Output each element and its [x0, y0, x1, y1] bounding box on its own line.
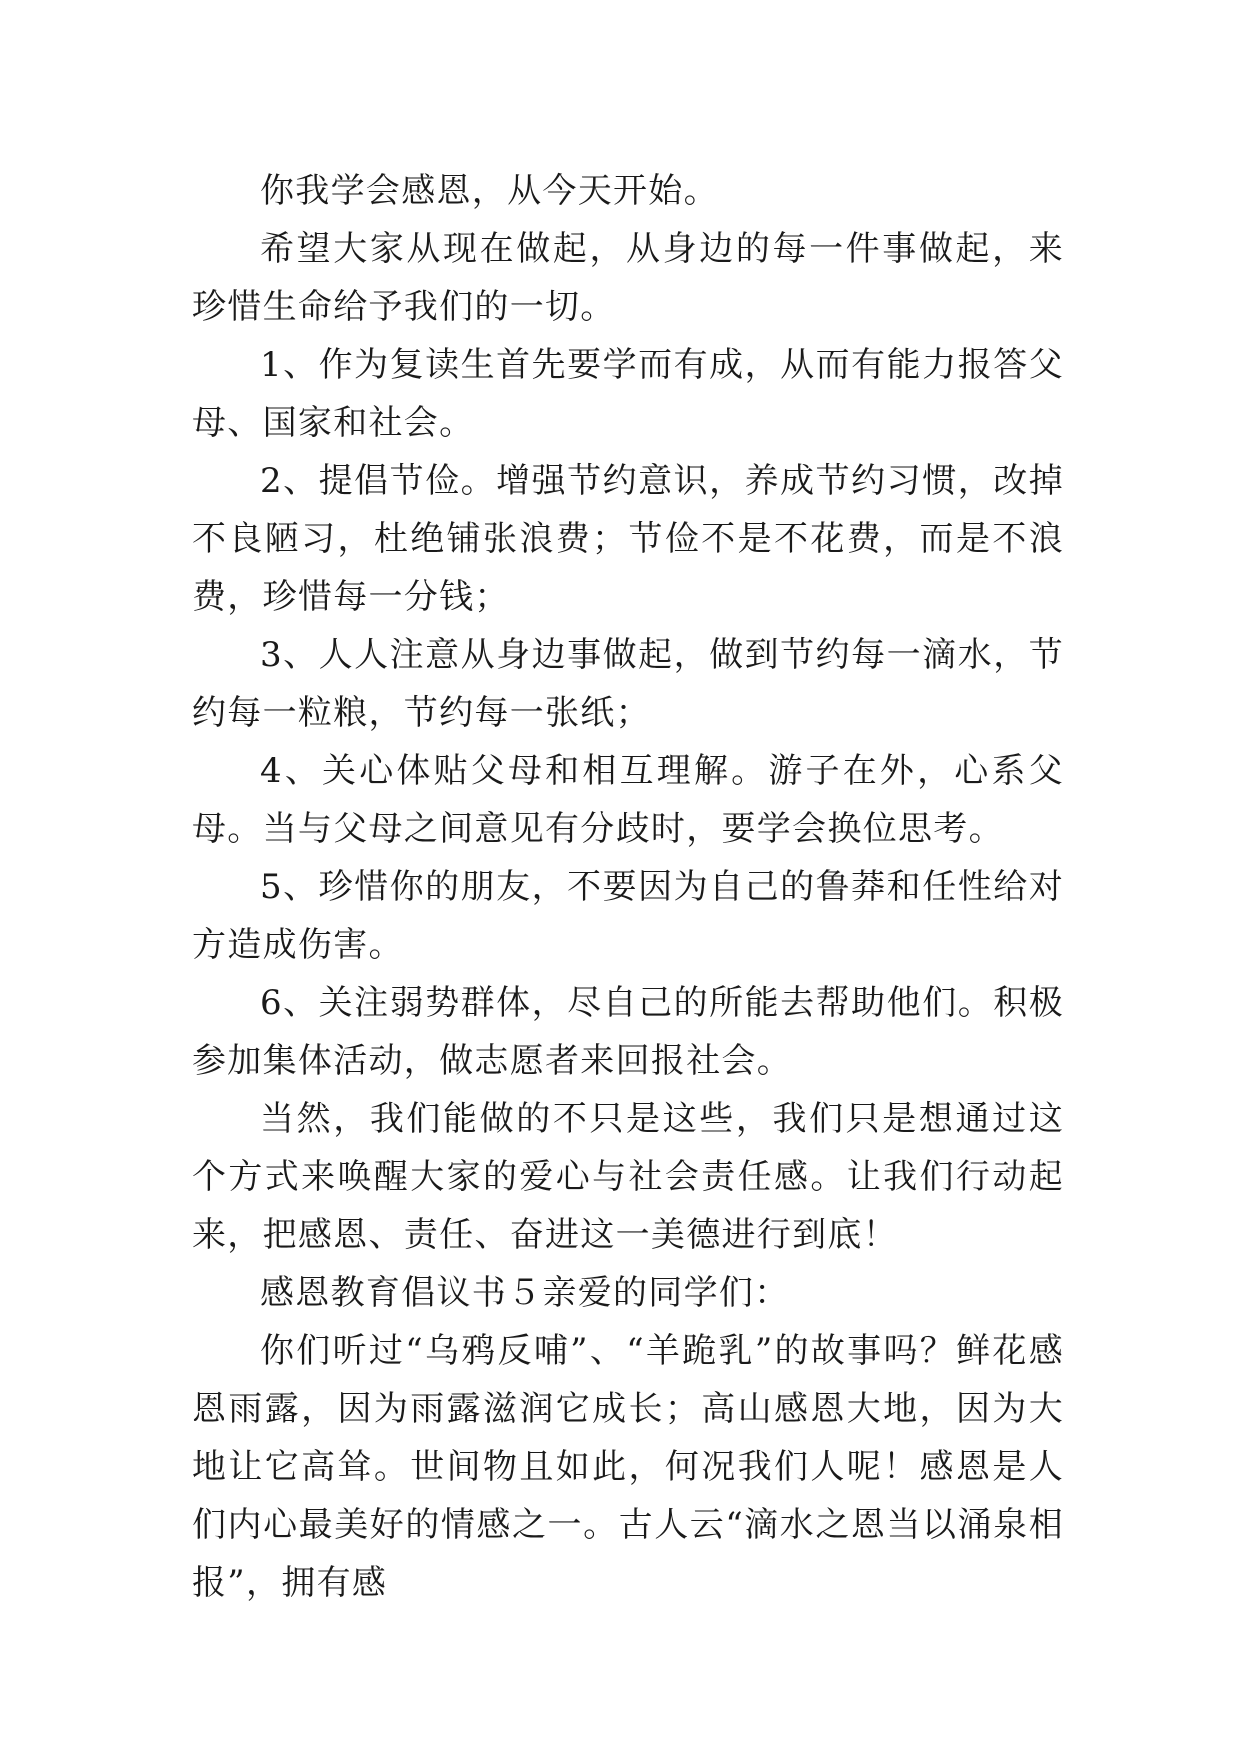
- paragraph-10: 感恩教育倡议书５亲爱的同学们：: [260, 1273, 790, 1313]
- paragraph-8: 6、关注弱势群体，尽自己的所能去帮助他们。积极参加集体活动，做志愿者来回报社会。: [192, 983, 1064, 1081]
- paragraph-9: 当然，我们能做的不只是这些，我们只是想通过这个方式来唤醒大家的爱心与社会责任感。让我们行动起来，把感恩、责任、奋进这一美德进行到底！: [192, 1099, 1064, 1255]
- paragraph-4: 2、提倡节俭。增强节约意识，养成节约习惯，改掉不良陋习，杜绝铺张浪费；节俭不是不花费，而是不浪费，珍惜每一分钱；: [192, 461, 1064, 617]
- document-body: [192, 162, 1064, 1612]
- paragraph-1: 你我学会感恩，从今天开始。: [260, 171, 719, 211]
- paragraph-6: 4、关心体贴父母和相互理解。游子在外，心系父母。当与父母之间意见有分歧时，要学会换位思考。: [192, 751, 1064, 849]
- paragraph-2: 希望大家从现在做起，从身边的每一件事做起，来珍惜生命给予我们的一切。: [192, 229, 1064, 327]
- paragraph-7: 5、珍惜你的朋友，不要因为自己的鲁莽和任性给对方造成伤害。: [192, 867, 1064, 965]
- paragraph-5: 3、人人注意从身边事做起，做到节约每一滴水，节约每一粒粮，节约每一张纸；: [192, 635, 1064, 733]
- paragraph-3: 1、作为复读生首先要学而有成，从而有能力报答父母、国家和社会。: [192, 345, 1064, 443]
- paragraph-11: 你们听过“乌鸦反哺”、“羊跪乳”的故事吗？鲜花感恩雨露，因为雨露滋润它成长；高山感恩大地，因为大地让它高耸。世间物且如此，何况我们人呢！感恩是人们内心最美好的情感之一。古人云“滴水之恩当以涌泉相报”，拥有感: [192, 1331, 1064, 1603]
